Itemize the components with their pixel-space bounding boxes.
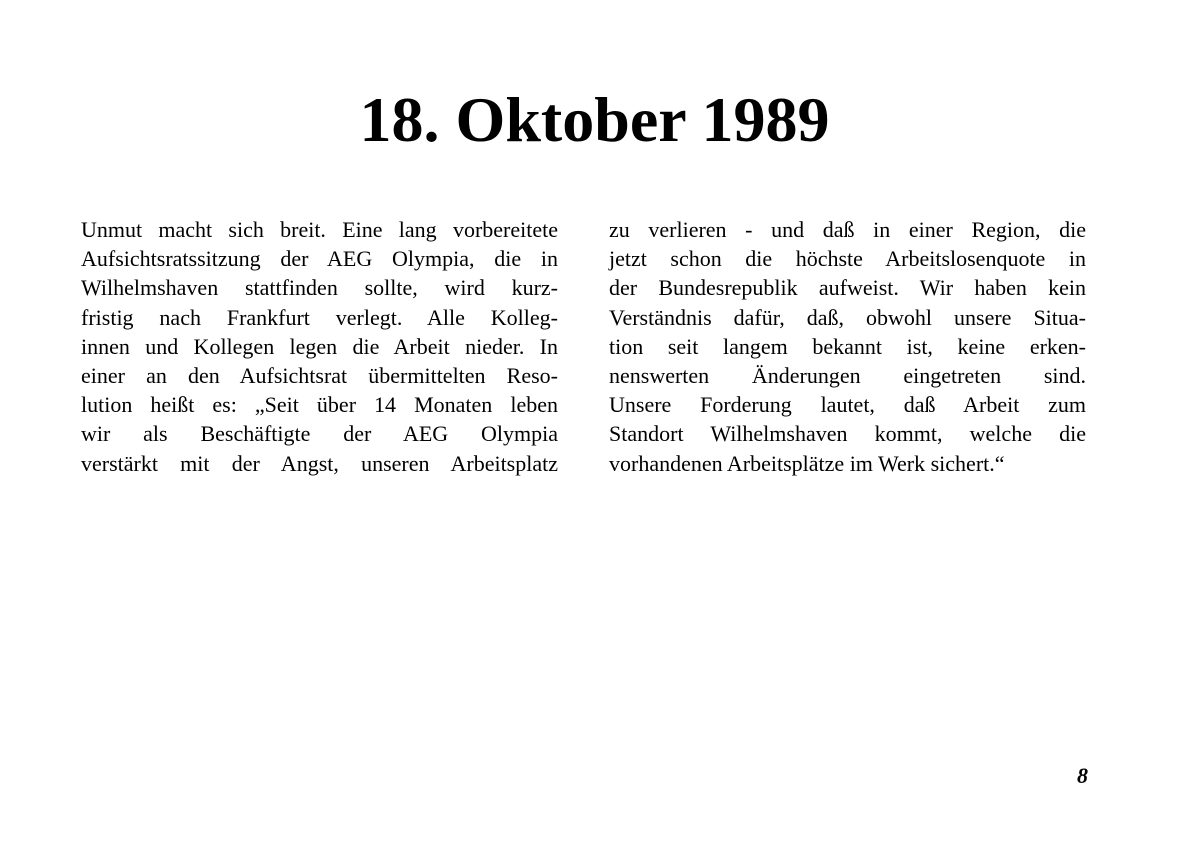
- text-line: Standort Wilhelmshaven kommt, welche die: [609, 421, 1086, 447]
- text-line: verstärkt mit der Angst, unseren Arbeitsplatz: [81, 450, 558, 476]
- page-title: 18. Oktober 1989: [359, 84, 830, 155]
- page-number: 8: [1077, 763, 1088, 788]
- text-line: innen und Kollegen legen die Arbeit nieder. In: [81, 333, 558, 359]
- text-line: Aufsichtsratssitzung der AEG Olympia, die in: [81, 246, 558, 272]
- text-line: wir als Beschäftigte der AEG Olympia: [81, 421, 558, 447]
- text-line: lution heißt es: „Seit über 14 Monaten leben: [81, 392, 558, 418]
- text-line: Verständnis dafür, daß, obwohl unsere Situa-: [609, 304, 1086, 330]
- text-line: nenswerten Änderungen eingetreten sind.: [609, 362, 1086, 388]
- text-line: der Bundesrepublik aufweist. Wir haben kein: [609, 275, 1086, 301]
- text-line: Wilhelmshaven stattfinden sollte, wird kurz-: [81, 275, 558, 301]
- text-line: jetzt schon die höchste Arbeitslosenquote in: [609, 246, 1086, 272]
- text-line: fristig nach Frankfurt verlegt. Alle Kolleg-: [81, 304, 558, 330]
- text-line: Unsere Forderung lautet, daß Arbeit zum: [609, 392, 1086, 418]
- text-column-right: [609, 215, 1086, 478]
- text-column-left: [81, 215, 558, 478]
- text-line: einer an den Aufsichtsrat übermittelten Reso-: [81, 362, 558, 388]
- text-line: Unmut macht sich breit. Eine lang vorbereitete: [81, 217, 558, 242]
- text-line: zu verlieren - und daß in einer Region, die: [609, 217, 1086, 242]
- text-line: vorhandenen Arbeitsplätze im Werk sichert.“: [609, 450, 1005, 476]
- text-line: tion seit langem bekannt ist, keine erken-: [609, 333, 1086, 359]
